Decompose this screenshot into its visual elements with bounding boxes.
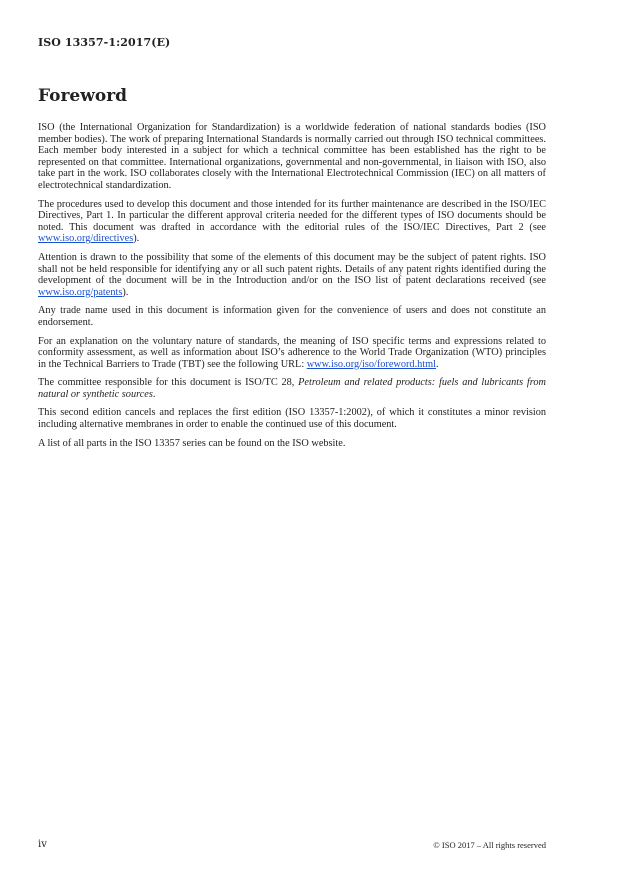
- paragraph-iso-organization: ISO (the International Organization for Standardization) is a worldwide federation of national standards bodies (ISO member bodies). The work of preparing International Standards is normally carried out through ISO technical committees. Each member body interested in a subject for which a technical committee has been established has the right to be represented on that committee. International organizations, governmental and non-governmental, in liaison with ISO, also take part in the work. ISO collaborates closely with the International Electrotechnical Commission (IEC) on all matters of electrotechnical standardization.: [38, 122, 546, 191]
- patents-link[interactable]: www.iso.org/patents: [38, 286, 123, 298]
- paragraph-trade-name: Any trade name used in this document is information given for the convenience of users and does not constitute an endorsement.: [38, 305, 546, 328]
- paragraph-committee-text: The committee responsible for this document is ISO/TC 28,: [38, 377, 299, 389]
- page-number: iv: [38, 839, 47, 850]
- paragraph-edition: This second edition cancels and replaces the first edition (ISO 13357-1:2002), of which it constitutes a minor revision including alternative membranes in order to enable the continued use of this document.: [38, 407, 546, 431]
- page-title: Foreword: [38, 86, 128, 106]
- paragraph-patents: [38, 252, 546, 298]
- foreword-link[interactable]: www.iso.org/iso/foreword.html: [306, 358, 437, 370]
- paragraph-patents-end: ).: [122, 286, 129, 298]
- paragraph-voluntary-end: .: [436, 358, 439, 370]
- paragraph-series-list: A list of all parts in the ISO 13357 series can be found on the ISO website.: [38, 437, 346, 449]
- document-id-header: ISO 13357-1:2017(E): [38, 36, 171, 49]
- copyright-notice: © ISO 2017 – All rights reserved: [433, 840, 546, 850]
- paragraph-committee-end: .: [152, 388, 156, 400]
- paragraph-committee: [38, 377, 546, 400]
- paragraph-voluntary-nature: [38, 336, 546, 371]
- directives-link[interactable]: www.iso.org/directives: [38, 233, 134, 245]
- paragraph-procedures-end: ).: [133, 233, 140, 245]
- committee-title-italic: Petroleum and related products: fuels and lubricants from natural or synthetic sources: [38, 377, 546, 400]
- foreword-body: [38, 122, 546, 456]
- paragraph-procedures-text: The procedures used to develop this document and those intended for its further maintenance are described in the ISO/IEC Directives, Part 1. In particular the different approval criteria needed for the different types of ISO documents should be noted. This document was drafted in accordance with the editorial rules of the ISO/IEC Directives, Part 2 (see: [38, 198, 546, 233]
- paragraph-voluntary-text: For an explanation on the voluntary nature of standards, the meaning of ISO specific terms and expressions related to conformity assessment, as well as information about ISO’s adherence to the World Trade Organization (WTO) principles in the Technical Barriers to Trade (TBT) see the following URL:: [38, 335, 546, 370]
- paragraph-patents-text: Attention is drawn to the possibility that some of the elements of this document may be the subject of patent rights. ISO shall not be held responsible for identifying any or all such patent rights. Details of any patent rights identified during the development of the document will be in the Introduction and/or on the ISO list of patent declarations received (see: [38, 251, 546, 287]
- paragraph-procedures: [38, 199, 546, 245]
